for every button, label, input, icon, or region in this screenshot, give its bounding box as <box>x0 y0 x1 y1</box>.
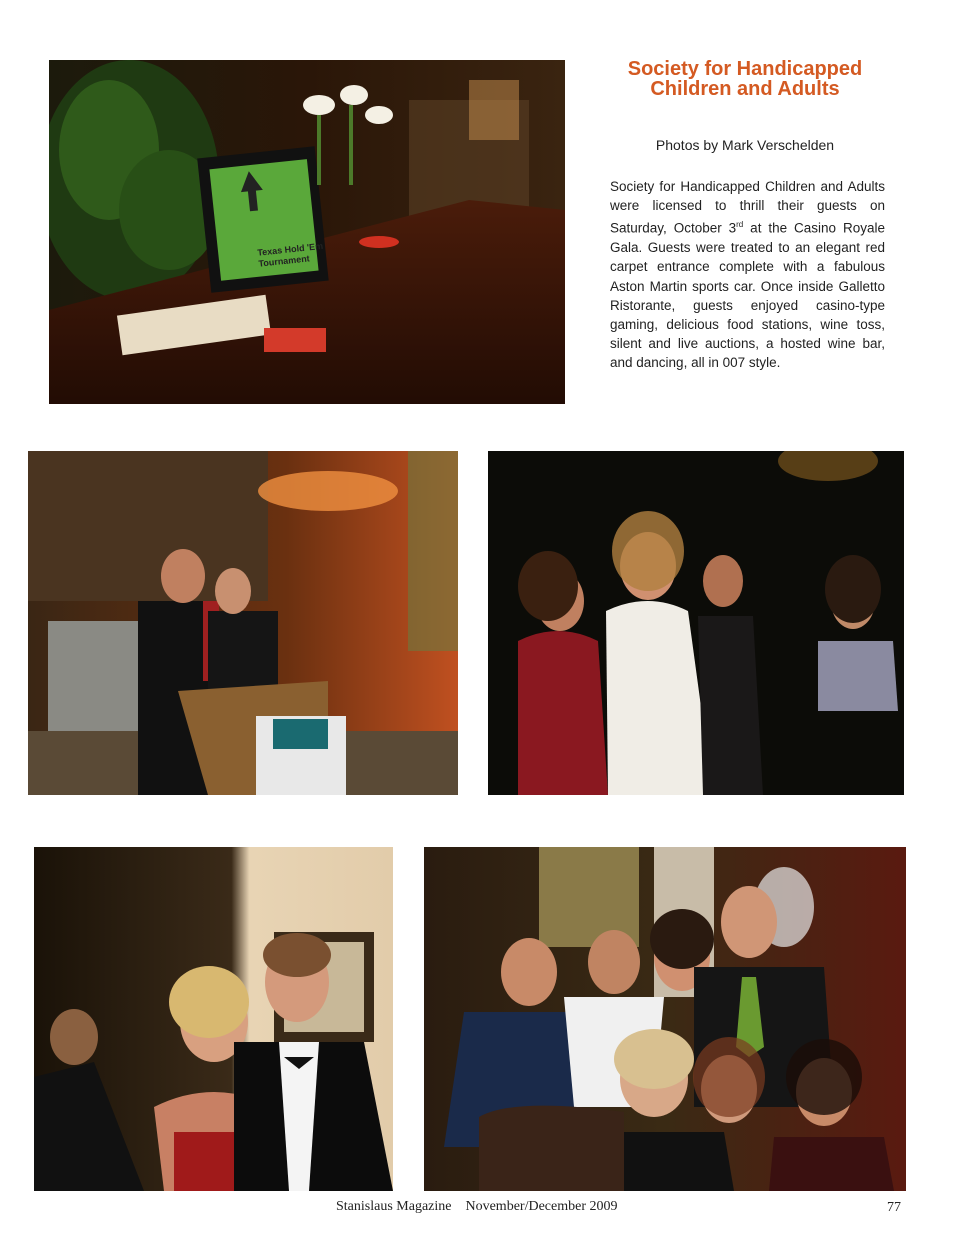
title-line-1: Society for Handicapped <box>627 58 863 80</box>
footer-issue: November/December 2009 <box>465 1199 618 1214</box>
photo-credit: Photos by Mark Verschelden <box>655 137 835 153</box>
photo-table-display <box>49 60 565 404</box>
sign-line2: Tournament <box>258 253 311 269</box>
footer-publication <box>336 1199 617 1215</box>
title-line-2: Children and Adults <box>650 78 840 100</box>
photo-women-laughing <box>488 451 904 795</box>
photo-speakers-podium <box>28 451 458 795</box>
footer-magazine: Stanislaus Magazine <box>336 1199 452 1214</box>
photo-couple <box>34 847 393 1191</box>
sign-line1: Texas Hold 'Em <box>256 240 324 258</box>
body-text-part-2: at the Casino Royale Gala. Guests were treated to an elegant red carpet entrance complete with a fabulous Aston Martin sports car. Once inside Galletto Ristorante, guests enjoyed casino-type gaming, delicious food stations, wine toss, silent and live auctions, a hosted wine bar, and dancing, all in 007 style. <box>610 220 885 371</box>
body-text-part-1: Society for Handicapped Children and Adults were licensed to thrill their guests on Saturday, October 3 <box>610 179 885 236</box>
page-number: 77 <box>887 1200 901 1215</box>
article-title <box>600 59 890 99</box>
ordinal-suffix: rd <box>736 220 744 230</box>
article-body <box>610 177 885 373</box>
photo-group-friends <box>424 847 906 1191</box>
